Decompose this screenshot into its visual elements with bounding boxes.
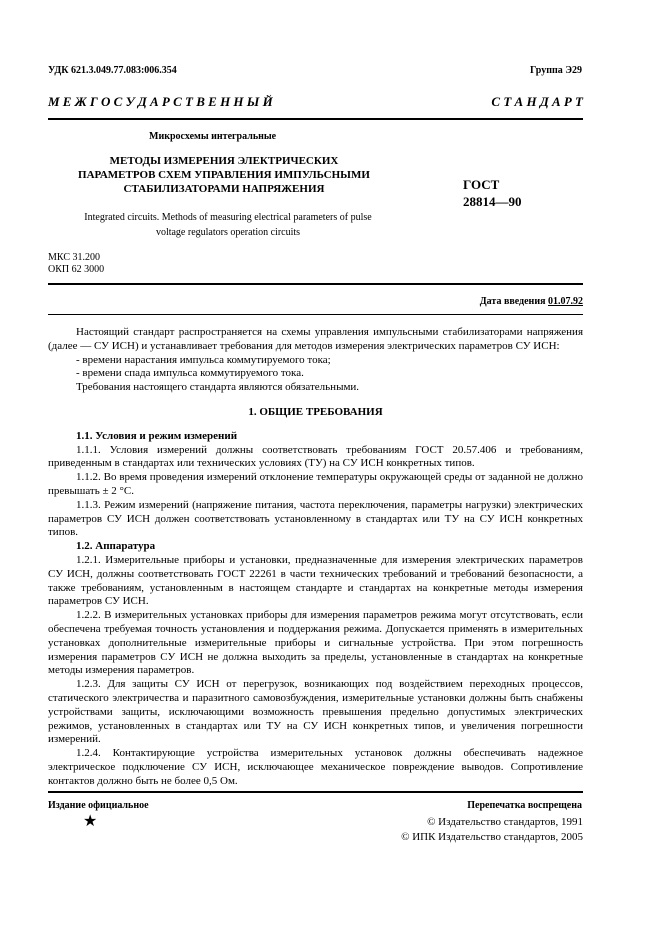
section-heading: 1. ОБЩИЕ ТРЕБОВАНИЯ xyxy=(248,405,383,418)
effective-date xyxy=(480,296,583,307)
paragraph: 1.2.2. В измерительных установках приборы для измерения параметров режима могут отсутствовать, если обеспечена требуемая точность установления и поддержания режима. Допускается применять в измерительных установках дополнительные измерительные приборы и сигнальные устройства. При этом погрешность измерения параметров СУ ИСН не должна выходить за пределы, установленные в стандартах на конкретные методы измерения параметров. xyxy=(48,609,583,677)
gost-label: ГОСТ xyxy=(463,177,500,192)
interstate-standard-banner xyxy=(48,94,583,112)
group-code: Группа Э29 xyxy=(530,65,582,76)
title-line-3: СТАБИЛИЗАТОРАМИ НАПРЯЖЕНИЯ xyxy=(123,183,325,195)
paragraph: 1.1.3. Режим измерений (напряжение питания, частота переключения, параметры нагрузки) электрических параметров СУ ИСН должен соответствовать установленному в стандартах или ТУ на СУ ИСН конкретных типов. xyxy=(48,498,583,539)
document-subtitle: Микросхемы интегральные xyxy=(149,131,277,142)
title-line-1: МЕТОДЫ ИЗМЕРЕНИЯ ЭЛЕКТРИЧЕСКИХ xyxy=(109,155,339,167)
title-line-2: ПАРАМЕТРОВ СХЕМ УПРАВЛЕНИЯ ИМПУЛЬСНЫМИ xyxy=(78,169,370,181)
copyright-line-1: © Издательство стандартов, 1991 xyxy=(427,816,583,828)
header-rule xyxy=(48,118,583,120)
english-title xyxy=(48,210,408,240)
official-edition: Издание официальное xyxy=(48,800,149,811)
document-body xyxy=(48,326,583,789)
paragraph: 1.2.3. Для защиты СУ ИСН от перегрузок, возникающих под воздействием переходных процессов, статического электричества и паразитного самовозбуждения, измерительные установки должны быть снабжены устройствами защиты, исключающими возможность превышения предельно допустимых электрических режимов, установленных в стандартах или ТУ на СУ ИСН конкретных типов, и увеличения погрешности измерений. xyxy=(48,678,583,746)
banner-word-interstate: М Е Ж Г О С У Д А Р С Т В Е Н Н Ы Й xyxy=(48,94,273,109)
paragraph: 1.1.1. Условия измерений должны соответствовать требованиям ГОСТ 20.57.406 и требованиям, приведенным в стандартах или технических условиях (ТУ) на СУ ИСН конкретных типов. xyxy=(48,443,583,470)
udk-code: УДК 621.3.049.77.083:006.354 xyxy=(48,65,177,76)
classification-codes xyxy=(48,252,104,276)
list-item: - времени нарастания импульса коммутируемого тока; xyxy=(76,353,331,366)
paragraph: 1.2.4. Контактирующие устройства измерительных установок должны обеспечивать надежное электрическое подключение СУ ИСН, исключающее механическое повреждение выводов. Сопротивление контактов должно быть не более 0,5 Ом. xyxy=(48,747,583,787)
title-rule xyxy=(48,283,583,285)
paragraph: 1.2.1. Измерительные приборы и установки, предназначенные для измерения электрических параметров СУ ИСН, должны соответствовать ГОСТ 22261 в части технических требований и требований безопасности, а также требованиям, установленным в настоящем стандарте и стандартах на конкретные методы измерения параметров СУ ИСН. xyxy=(48,553,583,608)
date-rule xyxy=(48,314,583,315)
star-icon: ★ xyxy=(83,813,98,830)
effective-date-label: Дата введения xyxy=(479,296,546,307)
gost-designation xyxy=(463,176,522,210)
intro-paragraph: Настоящий стандарт распространяется на схемы управления импульсными стабилизаторами напряжения (далее — СУ ИСН) и устанавливает требования для методов измерения электрических параметров СУ ИСН: xyxy=(48,326,583,352)
subsection-heading: 1.2. Аппаратура xyxy=(76,540,156,553)
banner-word-standard: С Т А Н Д А Р Т xyxy=(491,94,583,109)
english-title-line-1: Integrated circuits. Methods of measuring electrical parameters of pulse xyxy=(84,212,372,223)
copyright-line-2: © ИПК Издательство стандартов, 2005 xyxy=(401,831,583,843)
mks-code: МКС 31.200 xyxy=(48,252,100,263)
subsection-heading: 1.1. Условия и режим измерений xyxy=(76,429,238,442)
reprint-prohibited: Перепечатка воспрещена xyxy=(467,800,582,811)
gost-number: 28814—90 xyxy=(463,194,522,209)
english-title-line-2: voltage regulators operation circuits xyxy=(155,227,301,238)
paragraph: 1.1.2. Во время проведения измерений отклонение температуры окружающей среды от заданной не должно превышать ± 2 °С. xyxy=(48,471,583,497)
effective-date-value: 01.07.92 xyxy=(548,296,583,307)
document-title xyxy=(74,154,374,196)
okp-code: ОКП 62 3000 xyxy=(48,264,105,275)
copyright xyxy=(401,815,583,845)
mandatory-note: Требования настоящего стандарта являются обязательными. xyxy=(76,381,360,394)
footer-rule xyxy=(48,791,583,793)
list-item: - времени спада импульса коммутируемого тока. xyxy=(76,367,304,380)
